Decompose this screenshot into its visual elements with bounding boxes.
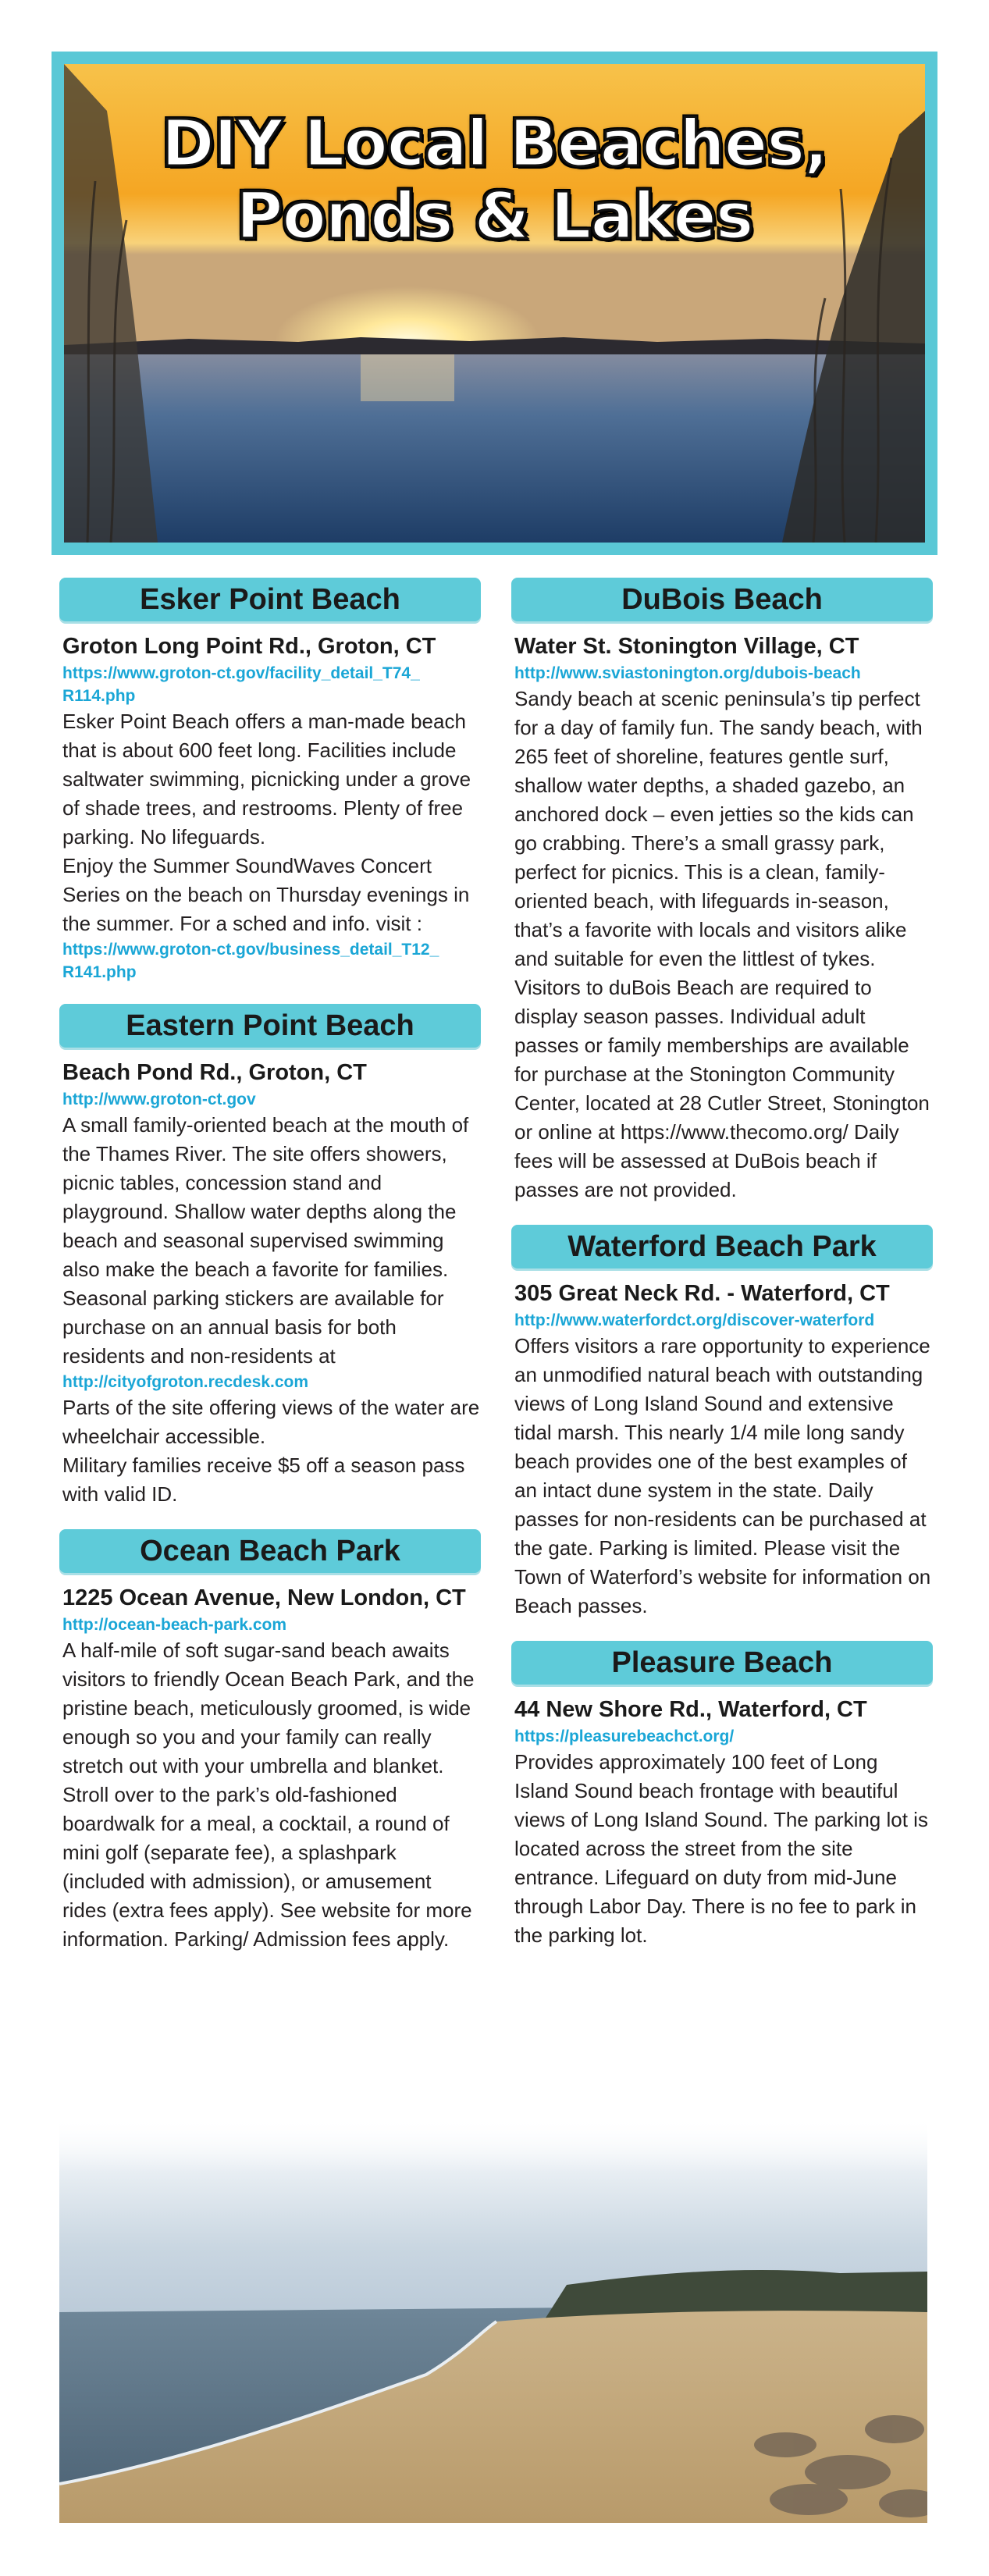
description: Military families receive $5 off a season pass with valid ID. [62,1453,465,1506]
website-link[interactable]: https://www.groton-ct.gov/business_detail_T12_ R141.php [62,941,439,981]
right-column [511,578,933,1970]
title-line-2: Ponds & Lakes [236,180,753,254]
description: A half-mile of soft sugar-sand beach awaits visitors to friendly Ocean Beach Park, and the pristine beach, meticulously groomed, is wide enough so you and your family can really stretch out with your umbrella and blanket. Stroll over to the park’s old-fashioned boardwalk for a meal, a cocktail, a round of mini golf (separate fee), a splashpark (included with admission), or amusement rides (extra fees apply). See website for more information. Parking/ Admission fees apply. [62,1638,475,1951]
website-link[interactable]: http://ocean-beach-park.com [62,1616,287,1634]
section-eastern-point-beach [59,1004,481,1509]
description: A small family-oriented beach at the mouth of the Thames River. The site offers showers, picnic tables, concession stand and playground. Shallow water depths along the beach and seasonal supervised swimming also make the beach a favorite for families. Seasonal parking stickers are available for purchase on an annual basis for both residents and non-residents at [62,1113,469,1368]
address: 305 Great Neck Rd. - Waterford, CT [514,1281,890,1306]
section-pleasure-beach [511,1641,933,1950]
description: Provides approximately 100 feet of Long Island Sound beach frontage with beautiful views of Long Island Sound. The parking lot is located across the street from the site entrance. Lifeguard on duty from mid-June through Labor Day. There is no fee to park in the parking lot. [514,1750,928,1947]
address: 1225 Ocean Avenue, New London, CT [62,1585,466,1610]
website-link[interactable]: http://www.sviastonington.org/dubois-beach [514,664,861,682]
section-heading: Ocean Beach Park [59,1529,481,1573]
website-link[interactable]: http://cityofgroton.recdesk.com [62,1373,309,1391]
website-link[interactable]: https://pleasurebeachct.org/ [514,1727,735,1745]
sunset-lake-photo [64,64,925,543]
section-ocean-beach-park [59,1529,481,1954]
address: Beach Pond Rd., Groton, CT [62,1060,367,1085]
section-waterford-beach-park [511,1225,933,1621]
address: Water St. Stonington Village, CT [514,634,859,659]
section-esker-point-beach [59,578,481,984]
website-link[interactable]: http://www.groton-ct.gov [62,1091,256,1108]
website-link[interactable]: http://www.waterfordct.org/discover-waterford [514,1311,875,1329]
address: 44 New Shore Rd., Waterford, CT [514,1697,867,1722]
address: Groton Long Point Rd., Groton, CT [62,634,436,659]
page-title [64,108,925,254]
section-heading: DuBois Beach [511,578,933,621]
description: Offers visitors a rare opportunity to experience an unmodified natural beach with outstanding views of Long Island Sound and extensive tidal marsh. This nearly 1/4 mile long sandy beach provides one of the best examples of an intact dune system in the state. Daily passes for non-residents can be purchased at the gate. Parking is limited. Please visit the Town of Waterford’s website for information on Beach passes. [514,1334,931,1617]
description: Enjoy the Summer SoundWaves Concert Series on the beach on Thursday evenings in the summer. For a sched and info. visit : [62,854,470,935]
description: Esker Point Beach offers a man-made beach that is about 600 feet long. Facilities include saltwater swimming, picnicking under a grove of shade trees, and restrooms. Plenty of free parking. No lifeguards. [62,710,471,849]
beach-illustration [59,2117,927,2523]
description: Parts of the site offering views of the water are wheelchair accessible. [62,1396,480,1448]
description: Sandy beach at scenic peninsula’s tip perfect for a day of family fun. The sandy beach, with 265 feet of shoreline, features gentle surf, shallow water depths, a shaded gazebo, an anchored dock – even jetties so the kids can go crabbing. There’s a small grassy park, perfect for picnics. This is a clean, family-oriented beach, with lifeguards in-season, that’s a favorite with locals and visitors alike and suitable for even the littlest of tykes. Visitors to duBois Beach are required to display season passes. Individual adult passes or family memberships are available for purchase at the Stonington Community Center, located at 28 Cutler Street, Stonington or online at https://www.thecomo.org/ Daily fees will be assessed at DuBois beach if passes are not provided. [514,687,930,1201]
section-heading: Eastern Point Beach [59,1004,481,1048]
section-dubois-beach [511,578,933,1204]
left-column [59,578,481,1974]
hero-banner [52,52,937,555]
title-line-1: DIY Local Beaches, [161,107,828,181]
section-heading: Pleasure Beach [511,1641,933,1685]
section-heading: Esker Point Beach [59,578,481,621]
website-link[interactable]: https://www.groton-ct.gov/facility_detail_T74_ R114.php [62,664,420,705]
beach-shoreline-photo [59,2117,927,2523]
section-heading: Waterford Beach Park [511,1225,933,1268]
